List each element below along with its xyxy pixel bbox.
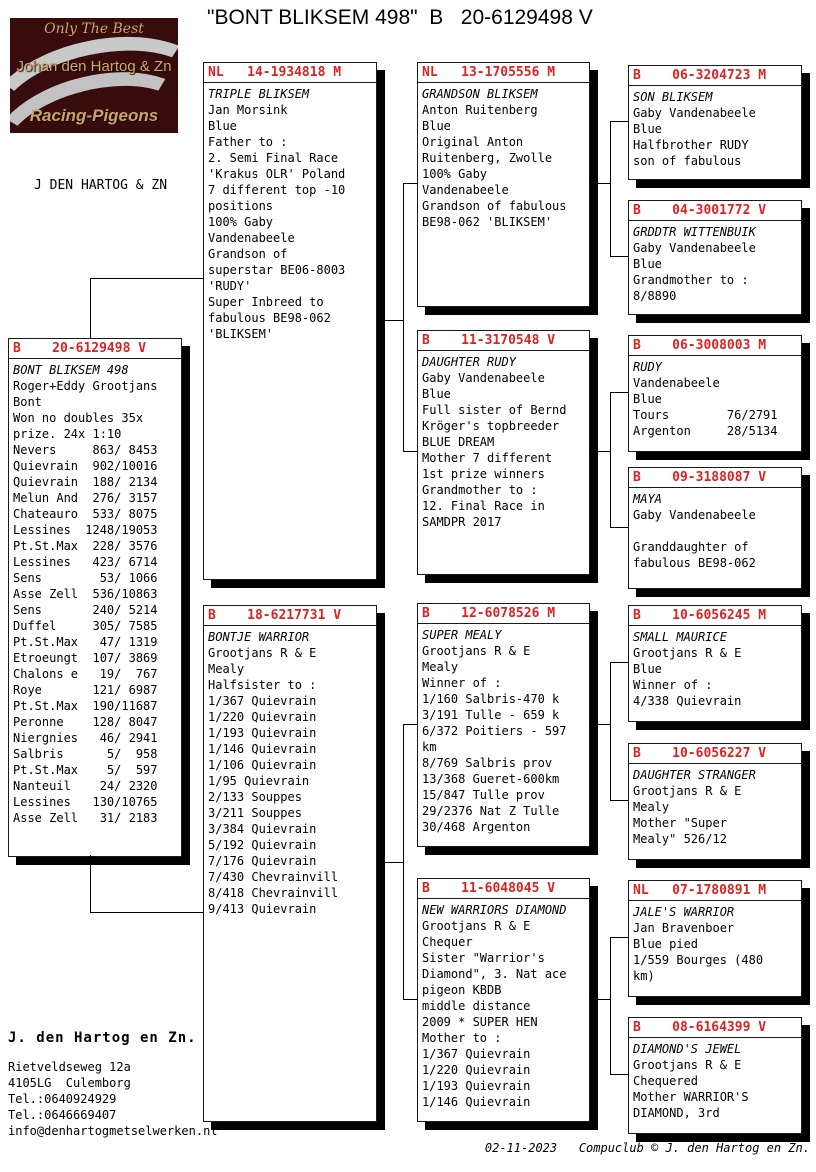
pigeon-name: DAUGHTER STRANGER — [633, 768, 756, 782]
detail-line: BE98-062 'BLIKSEM' — [422, 215, 553, 229]
footer-date: 02-11-2023 — [484, 1141, 558, 1155]
detail-line: Tel.:0646669407 — [8, 1108, 117, 1122]
pigeon-details — [204, 102, 376, 342]
connector-line — [589, 183, 610, 184]
pigeon-name: BONTJE WARRIOR — [208, 630, 310, 644]
detail-line: 15/847 Tulle prov — [422, 788, 545, 802]
detail-line — [629, 523, 801, 539]
detail-line: Lessines 1248/19053 — [13, 523, 158, 537]
pigeon-name: SUPER MEALY — [422, 628, 502, 642]
detail-line: Kröger's topbreeder — [422, 419, 560, 433]
detail-line: DIAMOND, 3rd — [633, 1106, 720, 1120]
detail-line: Quievrain 188/ 2134 — [13, 475, 158, 489]
detail-line: Diamond", 3. Nat ace — [422, 967, 567, 981]
detail-line: Blue — [422, 119, 451, 133]
pigeon-details — [418, 643, 589, 835]
detail-line: 8/769 Salbris prov — [422, 756, 553, 770]
connector-line — [610, 800, 628, 801]
connector-line — [610, 1074, 628, 1075]
pigeon-details — [629, 105, 801, 169]
detail-line: 8/8890 — [633, 289, 677, 303]
detail-line: 29/2376 Nat Z Tulle — [422, 804, 560, 818]
detail-line: Grootjans R & E — [422, 919, 531, 933]
detail-line: Etroeungt 107/ 3869 — [13, 651, 158, 665]
detail-line: Sens 240/ 5214 — [13, 603, 158, 617]
contact-heading: J. den Hartog en Zn. — [8, 1030, 197, 1046]
detail-line: Vandenabeele — [422, 183, 509, 197]
detail-line: 1/95 Quievrain — [208, 774, 310, 788]
detail-line: 1st prize winners — [422, 467, 545, 481]
detail-line: Sens 53/ 1066 — [13, 571, 158, 585]
detail-line: Roye 121/ 6987 — [13, 683, 158, 697]
detail-line: 1/193 Quievrain — [422, 1079, 531, 1093]
detail-line: 4/338 Quievrain — [633, 694, 742, 708]
detail-line: 8/418 Chevrainvill — [208, 886, 339, 900]
detail-line: Ruitenberg, Zwolle — [422, 151, 553, 165]
detail-line: Chequered — [633, 1074, 699, 1088]
ring-number-band: B 09-3188087 V — [629, 468, 801, 488]
detail-line: Blue — [633, 257, 662, 271]
detail-line: km) — [633, 969, 655, 983]
detail-line: Mealy — [208, 662, 245, 676]
pigeon-box-main — [8, 338, 182, 857]
ring-number-band: NL 07-1780891 M — [629, 881, 801, 901]
detail-line: 6/372 Poitiers - 597 — [422, 724, 567, 738]
detail-line: 3/384 Quievrain — [208, 822, 317, 836]
pigeon-box-grandparent-2 — [417, 330, 590, 575]
detail-line: Mother 7 different — [422, 451, 553, 465]
detail-line: 13/368 Gueret-600km — [422, 772, 560, 786]
pigeon-details — [629, 645, 801, 709]
detail-line: Rietveldseweg 12a — [8, 1060, 131, 1074]
pigeon-box-greatgrandparent-4 — [628, 467, 802, 589]
connector-line — [610, 392, 628, 393]
detail-line: Halfsister to : — [208, 678, 317, 692]
detail-line: Pt.St.Max 190/11687 — [13, 699, 158, 713]
detail-line: fabulous BE98-062 — [633, 556, 756, 570]
detail-line: Super Inbreed to — [208, 295, 324, 309]
connector-line — [589, 451, 610, 452]
detail-line: Chateauro 533/ 8075 — [13, 507, 158, 521]
detail-line: SAMDPR 2017 — [422, 515, 502, 529]
detail-line: 2/133 Souppes — [208, 790, 302, 804]
detail-line: Granddaughter of — [633, 540, 749, 554]
detail-line: 1/220 Quievrain — [422, 1063, 531, 1077]
connector-line — [610, 121, 628, 122]
pigeon-name: GRDDTR WITTENBUIK — [633, 225, 756, 239]
pigeon-box-greatgrandparent-5 — [628, 605, 802, 722]
owner-label: J DEN HARTOG & ZN — [34, 178, 168, 193]
detail-line: Tours 76/2791 — [633, 408, 778, 422]
detail-line: Grootjans R & E — [633, 646, 742, 660]
pigeon-name: TRIPLE BLIKSEM — [208, 87, 310, 101]
detail-line: Mealy" 526/12 — [633, 832, 727, 846]
detail-line: Grootjans R & E — [208, 646, 317, 660]
pigeon-details — [629, 920, 801, 984]
detail-line: Chequer — [422, 935, 473, 949]
pigeon-box-father — [203, 62, 377, 580]
detail-line: 1/367 Quievrain — [422, 1047, 531, 1061]
detail-line: Original Anton — [422, 135, 524, 149]
pigeon-details — [418, 370, 589, 530]
pigeon-box-greatgrandparent-6 — [628, 743, 802, 860]
detail-line: 1/160 Salbris-470 k — [422, 692, 560, 706]
connector-line — [90, 278, 91, 338]
connector-line — [376, 862, 403, 863]
detail-line: Blue — [633, 392, 662, 406]
ring-number-band: B 06-3204723 M — [629, 66, 801, 86]
detail-line: 'BLIKSEM' — [208, 327, 274, 341]
connector-line — [403, 451, 417, 452]
detail-line: Grandmother to : — [422, 483, 538, 497]
ring-number-band: B 06-3008003 M — [629, 336, 801, 356]
pigeon-details — [629, 375, 801, 439]
ring-number-band: B 08-6164399 V — [629, 1018, 801, 1038]
connector-line — [90, 278, 203, 279]
detail-line: 3/191 Tulle - 659 k — [422, 708, 560, 722]
detail-line: Pt.St.Max 5/ 597 — [13, 763, 158, 777]
detail-line: 7 different top -10 — [208, 183, 346, 197]
connector-line — [610, 937, 611, 1074]
detail-line: Quievrain 902/10016 — [13, 459, 158, 473]
detail-line: superstar BE06-8003 — [208, 263, 346, 277]
logo-loft-name: Johan den Hartog & Zn — [16, 58, 172, 75]
detail-line: BLUE DREAM — [422, 435, 495, 449]
connector-line — [90, 855, 91, 912]
detail-line: Mother "Super — [633, 816, 727, 830]
connector-line — [610, 256, 628, 257]
pigeon-name: JALE'S WARRIOR — [633, 905, 735, 919]
page-title: "BONT BLIKSEM 498" B 20-6129498 V — [207, 6, 593, 29]
connector-line — [90, 912, 203, 913]
detail-line: 'RUDY' — [208, 279, 252, 293]
detail-line: Blue — [633, 122, 662, 136]
detail-line: Grootjans R & E — [633, 784, 742, 798]
detail-line: son of fabulous — [633, 154, 742, 168]
pigeon-details — [418, 918, 589, 1110]
detail-line: Pt.St.Max 47/ 1319 — [13, 635, 158, 649]
detail-line: Blue — [422, 387, 451, 401]
detail-line: Roger+Eddy Grootjans — [13, 379, 158, 393]
pigeon-name: GRANDSON BLIKSEM — [422, 87, 538, 101]
detail-line: Grootjans R & E — [422, 644, 531, 658]
detail-line: 2009 * SUPER HEN — [422, 1015, 538, 1029]
pigeon-details — [204, 645, 376, 917]
detail-line: Blue — [633, 662, 662, 676]
detail-line: middle distance — [422, 999, 531, 1013]
detail-line: 1/146 Quievrain — [422, 1095, 531, 1109]
ring-number-band: B 20-6129498 V — [9, 339, 181, 359]
detail-line: Peronne 128/ 8047 — [13, 715, 158, 729]
detail-line: fabulous BE98-062 — [208, 311, 331, 325]
contact-block — [8, 1059, 218, 1139]
pigeon-box-greatgrandparent-2 — [628, 200, 802, 315]
detail-line: 5/192 Quievrain — [208, 838, 317, 852]
detail-line: positions — [208, 199, 274, 213]
pigeon-name: SMALL MAURICE — [633, 630, 727, 644]
detail-line: info@denhartogmetselwerken.nl — [8, 1124, 218, 1138]
detail-line: Halfbrother RUDY — [633, 138, 749, 152]
logo-subtitle: Racing-Pigeons — [29, 106, 159, 125]
detail-line: 4105LG Culemborg — [8, 1076, 131, 1090]
detail-line: Lessines 423/ 6714 — [13, 555, 158, 569]
pigeon-box-grandparent-3 — [417, 603, 590, 847]
detail-line: 12. Final Race in — [422, 499, 545, 513]
connector-line — [403, 724, 404, 999]
detail-line: 100% Gaby — [422, 167, 488, 181]
detail-line: km — [422, 740, 437, 754]
connector-line — [610, 662, 628, 663]
detail-line: Nanteuil 24/ 2320 — [13, 779, 158, 793]
pigeon-details — [9, 378, 181, 826]
pigeon-details — [629, 507, 801, 571]
detail-line: Melun And 276/ 3157 — [13, 491, 158, 505]
pigeon-details — [629, 783, 801, 847]
loft-logo — [10, 18, 178, 133]
detail-line: Chalons e 19/ 767 — [13, 667, 158, 681]
detail-line: Pt.St.Max 228/ 3576 — [13, 539, 158, 553]
footer-compuclub-credit: Compuclub © J. den Hartog en Zn. — [578, 1141, 810, 1155]
detail-line: Won no doubles 35x — [13, 411, 144, 425]
connector-line — [403, 183, 417, 184]
connector-line — [610, 527, 628, 528]
pigeon-box-greatgrandparent-7 — [628, 880, 802, 997]
detail-line: 1/193 Quievrain — [208, 726, 317, 740]
detail-line: 3/211 Souppes — [208, 806, 302, 820]
detail-line: 'Krakus OLR' Poland — [208, 167, 346, 181]
detail-line: 1/220 Quievrain — [208, 710, 317, 724]
pigeon-box-grandparent-4 — [417, 878, 590, 1122]
ring-number-band: B 10-6056227 V — [629, 744, 801, 764]
detail-line: Mother WARRIOR'S — [633, 1090, 749, 1104]
detail-line: Mealy — [633, 800, 670, 814]
detail-line: 1/146 Quievrain — [208, 742, 317, 756]
detail-line: Vandenabeele — [208, 231, 295, 245]
ring-number-band: B 12-6078526 M — [418, 604, 589, 624]
connector-line — [610, 662, 611, 800]
detail-line: Niergnies 46/ 2941 — [13, 731, 158, 745]
detail-line: Gaby Vandenabeele — [633, 508, 756, 522]
footer-credit — [485, 1141, 810, 1155]
detail-line: Grandson of — [208, 247, 288, 261]
connector-line — [610, 121, 611, 256]
detail-line: 1/367 Quievrain — [208, 694, 317, 708]
ring-number-band: B 04-3001772 V — [629, 201, 801, 221]
detail-line: Tel.:0640924929 — [8, 1092, 117, 1106]
detail-line: pigeon KBDB — [422, 983, 502, 997]
detail-line: Mother to : — [422, 1031, 502, 1045]
pigeon-name: SON BLIKSEM — [633, 90, 713, 104]
ring-number-band: NL 13-1705556 M — [418, 63, 589, 83]
detail-line: Vandenabeele — [633, 376, 720, 390]
connector-line — [589, 999, 610, 1000]
detail-line: 1/106 Quievrain — [208, 758, 317, 772]
detail-line: Asse Zell 536/10863 — [13, 587, 158, 601]
pigeon-details — [629, 240, 801, 304]
detail-line: 2. Semi Final Race — [208, 151, 339, 165]
detail-line: Argenton 28/5134 — [633, 424, 778, 438]
detail-line: Sister "Warrior's — [422, 951, 545, 965]
connector-line — [403, 999, 417, 1000]
pigeon-box-mother — [203, 605, 377, 1122]
detail-line: Gaby Vandenabeele — [422, 371, 545, 385]
detail-line: 7/430 Chevrainvill — [208, 870, 339, 884]
ring-number-band: B 11-3170548 V — [418, 331, 589, 351]
logo-tagline: Only The Best — [44, 21, 144, 37]
detail-line: 9/413 Quievrain — [208, 902, 317, 916]
detail-line: Gaby Vandenabeele — [633, 106, 756, 120]
detail-line: Nevers 863/ 8453 — [13, 443, 158, 457]
detail-line: Mealy — [422, 660, 459, 674]
pigeon-name: DAUGHTER RUDY — [422, 355, 516, 369]
pigeon-details — [629, 1057, 801, 1121]
ring-number-band: NL 14-1934818 M — [204, 63, 376, 83]
detail-line: Winner of : — [633, 678, 713, 692]
connector-line — [610, 392, 611, 527]
detail-line: 100% Gaby — [208, 215, 274, 229]
detail-line: Grandmother to : — [633, 273, 749, 287]
detail-line: 7/176 Quievrain — [208, 854, 317, 868]
detail-line: Anton Ruitenberg — [422, 103, 538, 117]
detail-line: Gaby Vandenabeele — [633, 241, 756, 255]
pigeon-name: MAYA — [633, 492, 662, 506]
pigeon-box-greatgrandparent-1 — [628, 65, 802, 180]
detail-line: Grootjans R & E — [633, 1058, 742, 1072]
detail-line: Jan Bravenboer — [633, 921, 735, 935]
detail-line: prize. 24x 1:10 — [13, 427, 122, 441]
detail-line: Winner of : — [422, 676, 502, 690]
detail-line: Bont — [13, 395, 42, 409]
footer-spacer — [557, 1141, 579, 1155]
connector-line — [589, 724, 610, 725]
connector-line — [610, 937, 628, 938]
ring-number-band: B 18-6217731 V — [204, 606, 376, 626]
pigeon-name: BONT BLIKSEM 498 — [13, 363, 129, 377]
detail-line: Salbris 5/ 958 — [13, 747, 158, 761]
ring-number-band: B 11-6048045 V — [418, 879, 589, 899]
pigeon-name: RUDY — [633, 360, 662, 374]
ring-number-band: B 10-6056245 M — [629, 606, 801, 626]
pigeon-box-grandparent-1 — [417, 62, 590, 307]
detail-line: Asse Zell 31/ 2183 — [13, 811, 158, 825]
detail-line: Blue pied — [633, 937, 699, 951]
detail-line: Duffel 305/ 7585 — [13, 619, 158, 633]
detail-line: Father to : — [208, 135, 288, 149]
detail-line: Blue — [208, 119, 237, 133]
detail-line: 1/559 Bourges (480 — [633, 953, 764, 967]
connector-line — [403, 724, 417, 725]
connector-line — [403, 183, 404, 451]
pigeon-name: NEW WARRIORS DIAMOND — [422, 903, 567, 917]
pigeon-name: DIAMOND'S JEWEL — [633, 1042, 742, 1056]
pigeon-box-greatgrandparent-8 — [628, 1017, 802, 1134]
detail-line: Jan Morsink — [208, 103, 288, 117]
detail-line: 30/468 Argenton — [422, 820, 531, 834]
detail-line: Grandson of fabulous — [422, 199, 567, 213]
connector-line — [376, 320, 403, 321]
pigeon-box-greatgrandparent-3 — [628, 335, 802, 452]
pigeon-details — [418, 102, 589, 230]
detail-line: Lessines 130/10765 — [13, 795, 158, 809]
detail-line: Full sister of Bernd — [422, 403, 567, 417]
